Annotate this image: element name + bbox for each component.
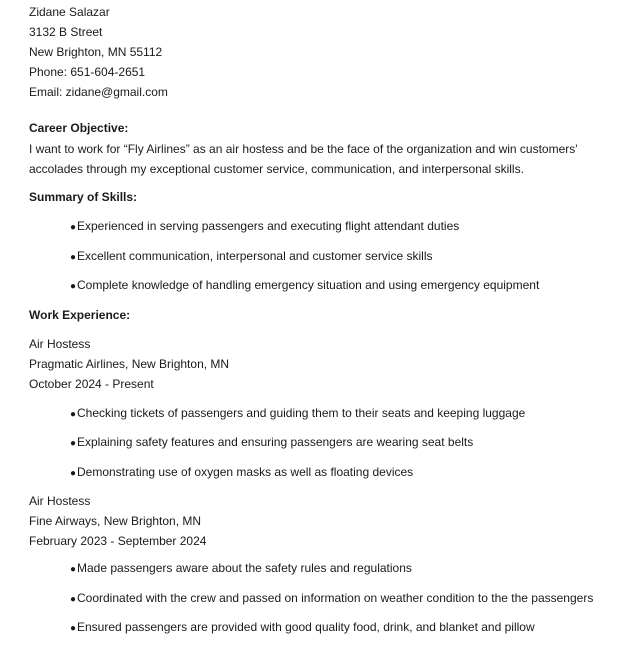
job-company: Pragmatic Airlines, New Brighton, MN	[29, 356, 230, 371]
skills-heading: Summary of Skills:	[29, 190, 138, 204]
resume-document	[29, 4, 629, 649]
contact-name: Zidane Salazar	[29, 5, 110, 19]
job-duty	[29, 434, 629, 464]
job-title: Air Hostess	[29, 494, 91, 508]
bullet-icon: ●	[70, 281, 77, 292]
bullet-icon: ●	[70, 408, 77, 420]
work-experience-heading: Work Experience:	[29, 307, 131, 322]
job-entry	[29, 493, 629, 649]
contact-street: 3132 B Street	[29, 25, 103, 39]
bullet-icon: ●	[70, 438, 77, 449]
job-duty	[29, 405, 629, 435]
duty-text: Made passengers aware about the safety rules and regulations	[77, 561, 412, 575]
bullet-icon: ●	[70, 564, 77, 575]
work-experience-section	[29, 307, 629, 649]
contact-phone: Phone: 651-604-2651	[29, 65, 146, 79]
contact-block	[29, 4, 629, 104]
career-objective-line-1: I want to work for “Fly Airlines” as an air hostess and be the face of the organization and win customers'	[29, 142, 578, 156]
skill-item	[29, 277, 629, 307]
skill-item	[29, 218, 629, 248]
contact-city: New Brighton, MN 55112	[29, 45, 163, 59]
skills-section	[29, 189, 629, 307]
job-duty	[29, 464, 629, 494]
duty-text: Ensured passengers are provided with good quality food, drink, and blanket and pillow	[77, 620, 535, 634]
job-duty	[29, 560, 629, 590]
job-dates: February 2023 - September 2024	[29, 534, 207, 548]
bullet-icon: ●	[70, 467, 77, 479]
skill-text: Experienced in serving passengers and executing flight attendant duties	[77, 219, 460, 233]
job-duty	[29, 619, 629, 649]
bullet-icon: ●	[70, 593, 77, 605]
job-dates: October 2024 - Present	[29, 376, 154, 391]
career-objective-line-2: accolades through my exceptional customer service, communication, and interpersonal skills.	[29, 162, 524, 176]
career-objective-section	[29, 120, 629, 179]
bullet-icon: ●	[70, 222, 77, 233]
contact-email: Email: zidane@gmail.com	[29, 85, 168, 99]
skill-item	[29, 248, 629, 278]
duty-text: Coordinated with the crew and passed on information on weather condition to the the passengers	[77, 590, 594, 605]
career-objective-heading: Career Objective:	[29, 121, 129, 135]
spacer	[29, 104, 629, 120]
duty-text: Explaining safety features and ensuring passengers are wearing seat belts	[77, 435, 474, 449]
job-company: Fine Airways, New Brighton, MN	[29, 514, 202, 528]
spacer	[29, 179, 629, 189]
job-entry	[29, 336, 629, 494]
bullet-icon: ●	[70, 251, 77, 263]
skill-text: Complete knowledge of handling emergency situation and using emergency equipment	[77, 278, 540, 292]
job-title: Air Hostess	[29, 336, 91, 351]
skill-text: Excellent communication, interpersonal and customer service skills	[77, 248, 433, 263]
career-objective-text	[29, 139, 609, 179]
duty-text: Demonstrating use of oxygen masks as well as floating devices	[77, 464, 414, 479]
bullet-icon: ●	[70, 623, 77, 634]
job-duty	[29, 590, 629, 620]
duty-text: Checking tickets of passengers and guiding them to their seats and keeping luggage	[77, 405, 526, 420]
